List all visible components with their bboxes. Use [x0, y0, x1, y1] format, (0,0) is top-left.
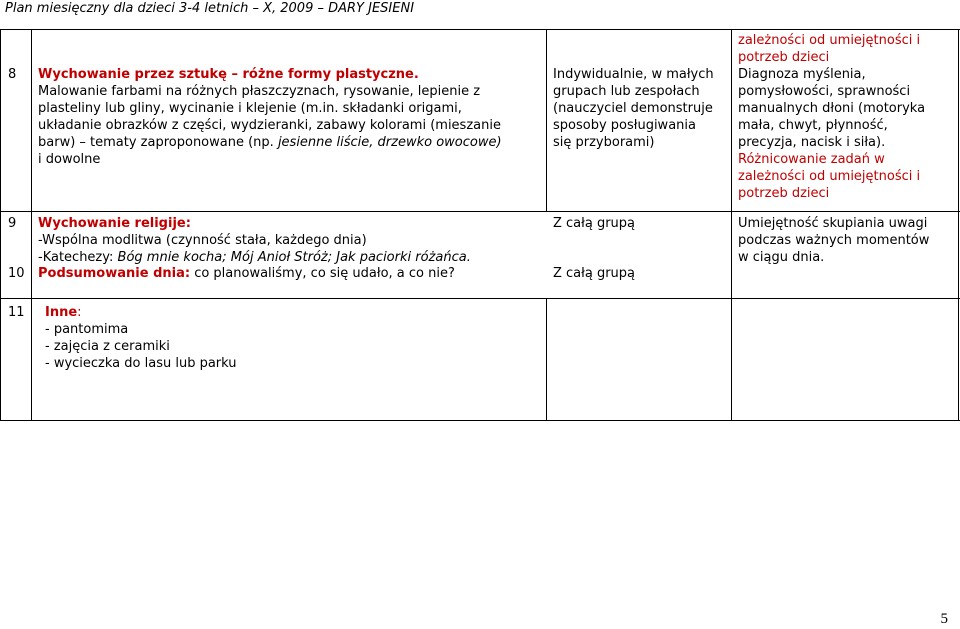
- row8-notes-top-line-1: zależności od umiejętności i: [738, 33, 921, 48]
- row8-form-line-5: się przyborami): [553, 135, 655, 150]
- row8-form-line-2: grupach lub zespołach: [553, 84, 700, 99]
- page-header-title: Plan miesięczny dla dzieci 3-4 letnich – X, 2009 – DARY JESIENI: [5, 1, 415, 16]
- row8-form-line-4: sposoby posługiwania: [553, 118, 696, 133]
- row8-notes-top-line-2: potrzeb dzieci: [738, 50, 830, 65]
- row9-notes-line-3: w ciągu dnia.: [738, 250, 825, 265]
- row11-title-suffix: :: [77, 305, 82, 320]
- row10-text: co planowaliśmy, co się udało, a co nie?: [190, 266, 455, 281]
- row8-content: [38, 66, 502, 168]
- table-divider-form-lower: [546, 298, 547, 421]
- row8-line-1: Malowanie farbami na różnych płaszczyznach, rysowanie, lepienie z: [38, 84, 481, 99]
- row8-line-4: [38, 134, 502, 151]
- row11-line-3: - wycieczka do lasu lub parku: [45, 356, 237, 371]
- row11-number: 11: [8, 305, 25, 320]
- row11-title: Inne: [45, 305, 78, 320]
- row10-title: Podsumowanie dnia:: [38, 266, 191, 281]
- row9-notes: [738, 215, 929, 266]
- page-number: 5: [940, 611, 948, 627]
- row9-line-2-text: -Katechezy:: [38, 250, 118, 265]
- row8-line-4-text: barw) – tematy zaproponowane (np.: [38, 135, 278, 150]
- row8-notes-line-2: pomysłowości, sprawności: [738, 84, 911, 99]
- row8-line-3: układanie obrazków z części, wydzieranki, zabawy kolorami (mieszanie: [38, 118, 501, 133]
- row8-notes-line-3: manualnych dłoni (motoryka: [738, 101, 926, 116]
- row9-form: Z całą grupą: [553, 216, 635, 231]
- row10-content: [38, 265, 455, 282]
- row9-line-2: [38, 249, 471, 266]
- table-border-left: [0, 29, 1, 421]
- row8-notes-red-line-1: Różnicowanie zadań w: [738, 152, 885, 167]
- row10-number: 10: [8, 266, 25, 281]
- row8-notes-line-5: precyzja, nacisk i siła).: [738, 135, 886, 150]
- row9-line-2-italic: Bóg mnie kocha; Mój Anioł Stróż; Jak paciorki różańca.: [117, 250, 471, 265]
- row9-title: Wychowanie religije:: [38, 216, 191, 231]
- row8-notes-line-1: Diagnoza myślenia,: [738, 67, 866, 82]
- row9-notes-line-1: Umiejętność skupiania uwagi: [738, 216, 928, 231]
- row8-notes-line-4: mała, chwyt, płynność,: [738, 118, 888, 133]
- row8-notes-red-line-2: zależności od umiejętności i: [738, 169, 921, 184]
- row8-notes-red-line-3: potrzeb dzieci: [738, 186, 830, 201]
- row8-form-line-3: (nauczyciel demonstruje: [553, 101, 713, 116]
- row8-form-line-1: Indywidualnie, w małych: [553, 67, 714, 82]
- row9-notes-line-2: podczas ważnych momentów: [738, 233, 930, 248]
- row8-form: [553, 66, 714, 151]
- row10-form: Z całą grupą: [553, 266, 635, 281]
- row11-content: [45, 304, 237, 372]
- table-border-top: [0, 29, 960, 30]
- row8-notes: [738, 32, 925, 202]
- row11-title-line: [45, 304, 237, 321]
- row11-line-2: - zajęcia z ceramiki: [45, 339, 170, 354]
- row9-content: [38, 215, 471, 266]
- table-divider-number: [31, 29, 32, 421]
- row11-line-1: - pantomima: [45, 322, 129, 337]
- row8-line-4-italic: jesienne liście, drzewko owocowe): [277, 135, 502, 150]
- row8-number: 8: [8, 67, 17, 82]
- table-divider-notes: [731, 29, 732, 421]
- row8-line-5: i dowolne: [38, 152, 101, 167]
- table-border-right: [958, 29, 959, 421]
- row9-line-1: -Wspólna modlitwa (czynność stała, każdego dnia): [38, 233, 367, 248]
- table-border-row11-top: [0, 298, 960, 299]
- row8-title: Wychowanie przez sztukę – różne formy plastyczne.: [38, 67, 419, 82]
- row8-line-2: plasteliny lub gliny, wycinanie i klejenie (m.in. składanki origami,: [38, 101, 462, 116]
- table-divider-form-upper: [546, 29, 547, 212]
- table-border-row9-top: [0, 211, 960, 212]
- table-border-bottom: [0, 420, 960, 421]
- row9-number: 9: [8, 216, 17, 231]
